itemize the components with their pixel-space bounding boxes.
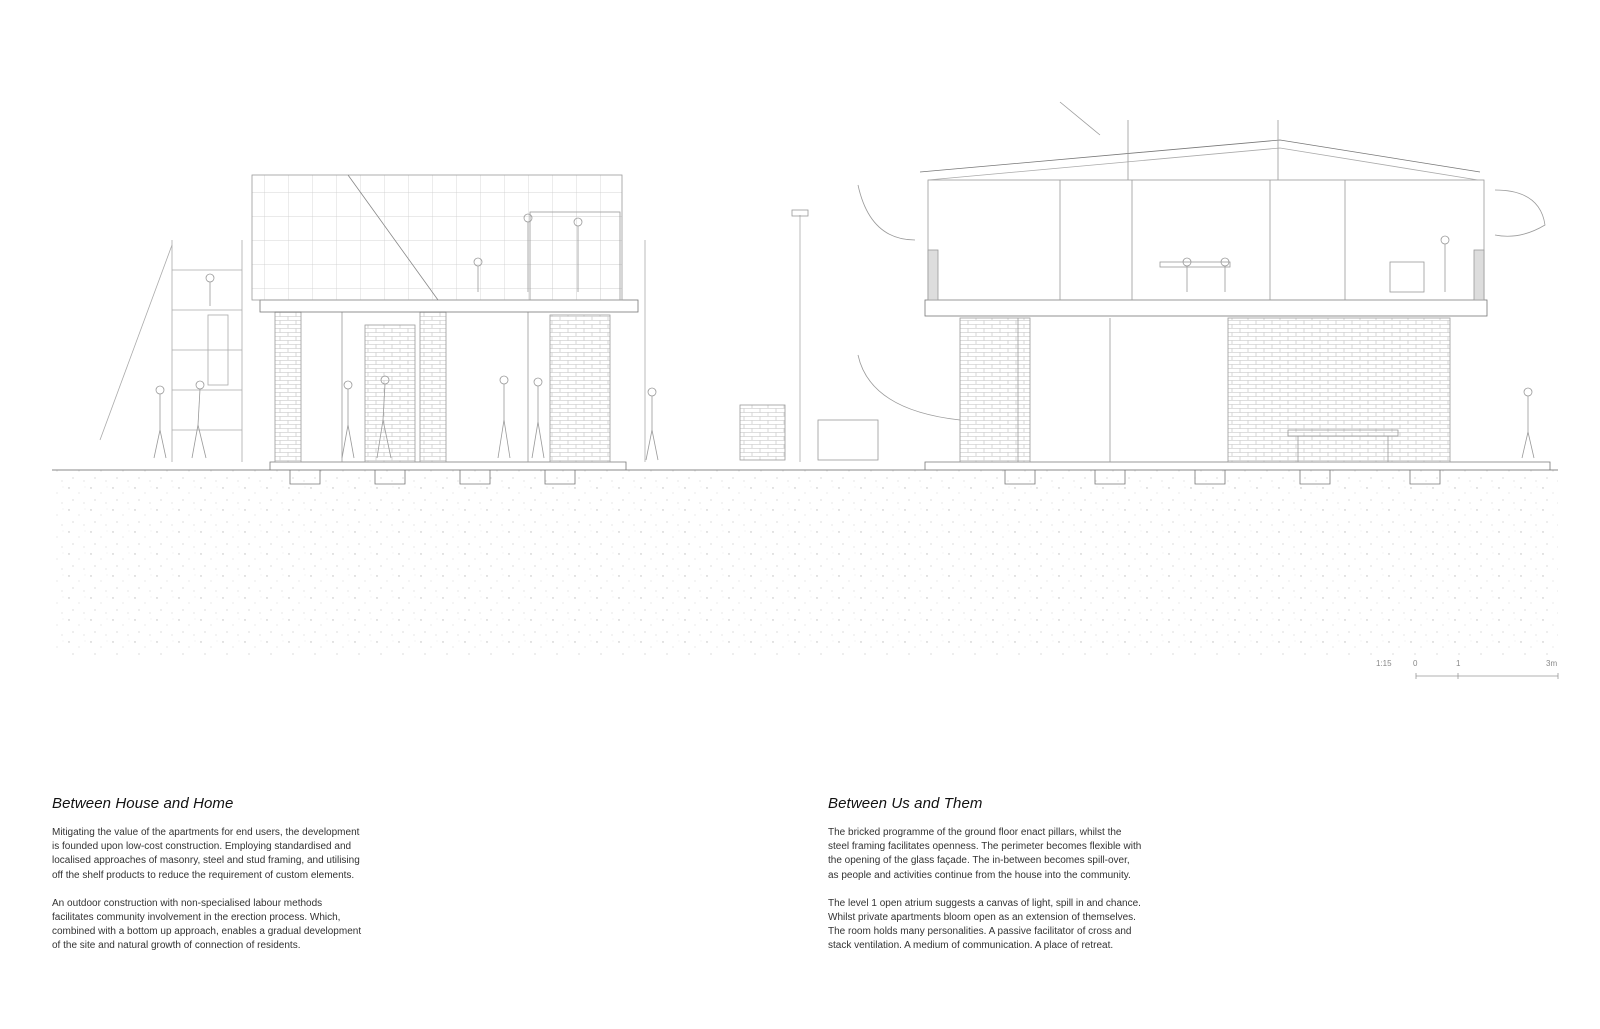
ground xyxy=(52,470,1558,655)
left-text-block xyxy=(52,795,397,968)
right-paragraph-2: The level 1 open atrium suggests a canvas of light, spill in and chance. Whilst private apartments bloom open as an extension of themselves. The room holds many personalities. A passive facilitator of cross and stack ventilation. A medium of communication. A place of retreat. xyxy=(828,897,1141,952)
scale-tick-0: 0 xyxy=(1413,659,1418,668)
right-text-block xyxy=(828,795,1173,968)
left-paragraph-2: An outdoor construction with non-specialised labour methods facilitates community involvement in the erection process. Which, combined with a bottom up approach, enables a gradual development of the site and natural growth of connection of residents. xyxy=(52,897,362,952)
scale-ratio: 1:15 xyxy=(1376,659,1392,668)
left-section-title: Between House and Home xyxy=(52,795,234,812)
right-section-title: Between Us and Them xyxy=(828,795,983,812)
left-paragraph-1: Mitigating the value of the apartments for end users, the development is founded upon low-cost construction. Employing standardised and localised approaches of masonry, steel and stud framing, and utilising off the shelf products to reduce the requirement of custom elements. xyxy=(52,827,360,881)
right-paragraph-1: The bricked programme of the ground floor enact pillars, whilst the steel framing facilitates openness. The perimeter becomes flexible with the opening of the glass façade. The in-between becomes spill-over, as people and activities continue from the house into the community. xyxy=(828,827,1142,881)
building-under-construction xyxy=(100,175,878,484)
scale-bar xyxy=(1416,673,1558,679)
scale-tick-1: 1 xyxy=(1456,659,1461,668)
scale-tick-3m: 3m xyxy=(1546,659,1558,668)
completed-building xyxy=(858,102,1550,484)
